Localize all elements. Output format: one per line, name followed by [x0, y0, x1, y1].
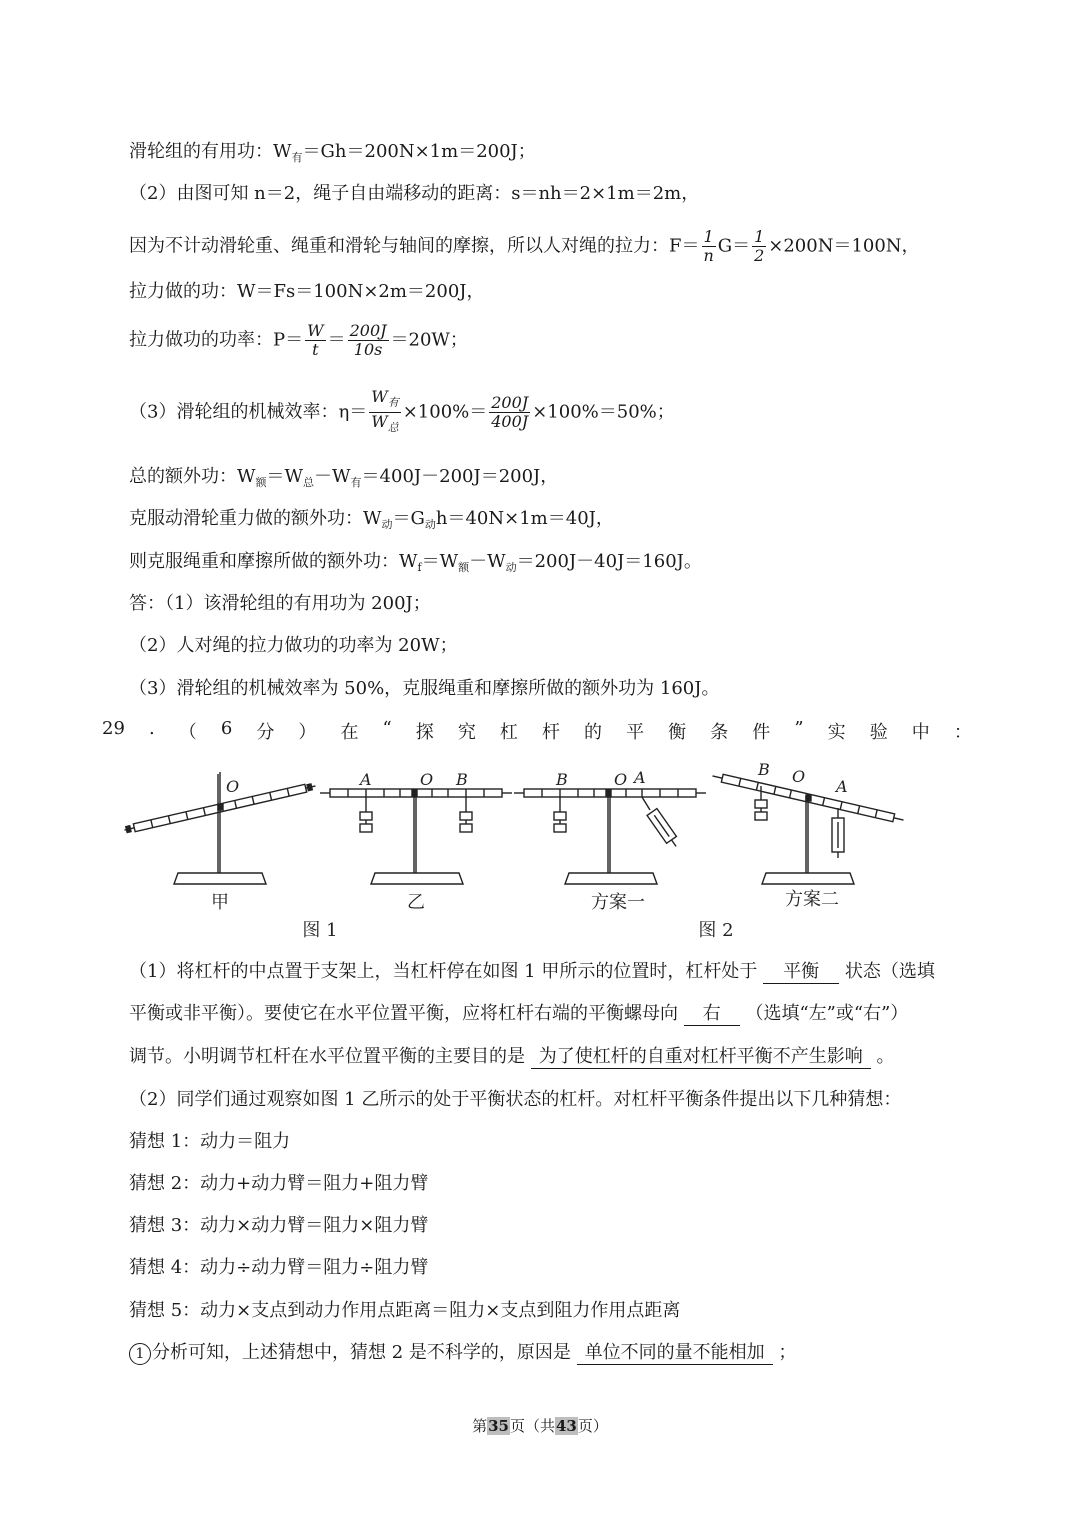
text: 平衡或非平衡）。要使它在水平位置平衡，应将杠杆右端的平衡螺母向 — [129, 1003, 678, 1024]
lever-plan-2 — [712, 772, 905, 884]
answer-1: 答：（1）该滑轮组的有用功为 200J； — [129, 593, 431, 614]
question-char: （ — [178, 722, 197, 743]
subscript: 动 — [505, 561, 517, 574]
numerator: W — [307, 321, 324, 340]
question-char: 杠 — [499, 722, 518, 743]
guess-3: 猜想 3：动力×动力臂＝阻力×阻力臂 — [129, 1215, 429, 1236]
text: ＝400J－200J＝200J， — [361, 466, 559, 487]
text: －W — [469, 551, 506, 572]
label-o-plan2: O — [792, 767, 806, 786]
text: 页） — [577, 1417, 608, 1435]
text: ＝G — [392, 508, 425, 529]
line-pull-force — [129, 228, 920, 265]
subscript: f — [417, 561, 422, 574]
part-1-line-2 — [129, 1002, 908, 1026]
text: ＝Gh＝200N×1m＝200J； — [302, 141, 536, 162]
denominator — [369, 413, 400, 437]
text: 调节。小明调节杠杆在水平位置平衡的主要目的是 — [129, 1046, 525, 1067]
question-char: ： — [953, 722, 972, 743]
label-a-plan2: A — [836, 777, 848, 796]
text: 克服动滑轮重力做的额外功：W — [129, 508, 382, 529]
question-char: 杆 — [541, 722, 560, 743]
text: 分析可知，上述猜想中，猜想 2 是不科学的，原因是 — [152, 1342, 571, 1363]
guess-2: 猜想 2：动力+动力臂＝阻力+阻力臂 — [129, 1173, 429, 1194]
question-char: 探 — [415, 722, 434, 743]
caption-plan-2: 方案二 — [785, 889, 839, 910]
part-1-line-1 — [129, 960, 935, 984]
line-efficiency — [129, 388, 675, 437]
denominator: t — [312, 340, 319, 359]
text: ＝20W； — [390, 329, 468, 351]
caption-plan-1: 方案一 — [591, 892, 645, 913]
denominator: n — [703, 246, 714, 265]
text: G＝ — [717, 235, 751, 257]
fraction — [702, 228, 716, 265]
line-friction-extra — [129, 550, 702, 580]
denominator: 10s — [353, 340, 383, 359]
label-o-yi: O — [420, 770, 434, 789]
part-2-intro: （2）同学们通过观察如图 1 乙所示的处于平衡状态的杠杆。对杠杆平衡条件提出以下几种猜想： — [129, 1089, 902, 1110]
question-char: 中 — [911, 722, 930, 743]
lever-plan-1 — [514, 789, 706, 884]
question-char: 验 — [869, 722, 888, 743]
text: ×100%＝ — [402, 401, 488, 423]
subscript: 有 — [387, 396, 399, 409]
text: W — [371, 387, 388, 406]
line-pulley-extra — [129, 507, 614, 537]
figure-1-caption: 图 1 — [302, 920, 338, 941]
lever-jia — [124, 772, 317, 884]
numerator: 1 — [703, 227, 714, 246]
text: ＝W — [421, 551, 459, 572]
guess-1: 猜想 1：动力＝阻力 — [129, 1131, 291, 1152]
subscript: 有 — [350, 476, 362, 489]
answer-blank-3: 为了使杠杆的自重对杠杆平衡不产生影响 — [531, 1046, 871, 1069]
text: 总的额外功：W — [129, 466, 256, 487]
fraction — [369, 388, 400, 437]
part-1-line-3 — [129, 1045, 894, 1069]
text: 滑轮组的有用功：W — [129, 141, 292, 162]
question-char: 29 — [102, 718, 125, 739]
answer-blank-1: 平衡 — [763, 961, 839, 984]
subscript: 额 — [255, 476, 267, 489]
question-char: “ — [382, 718, 392, 739]
lever-yi — [320, 789, 512, 884]
line-power — [129, 322, 468, 359]
label-a-yi: A — [360, 770, 372, 789]
subscript: 额 — [458, 561, 470, 574]
question-char: 的 — [584, 722, 603, 743]
question-char: 条 — [710, 722, 729, 743]
subscript: 动 — [424, 518, 436, 531]
question-char: 件 — [752, 722, 771, 743]
text: 状态（选填 — [844, 961, 935, 982]
circled-number: 1 — [129, 1343, 151, 1365]
text: 拉力做功的功率：P＝ — [129, 329, 304, 351]
question-29-header — [102, 718, 972, 744]
answer-blank-4: 单位不同的量不能相加 — [577, 1342, 773, 1365]
text: （3）滑轮组的机械效率：η＝ — [129, 401, 368, 423]
current-page: 35 — [488, 1417, 509, 1435]
text: －W — [314, 466, 351, 487]
fraction — [489, 394, 530, 431]
question-char: 6 — [220, 718, 233, 739]
label-o-plan1: O — [614, 770, 628, 789]
text: ×100%＝50%； — [532, 401, 675, 423]
subscript: 总 — [303, 476, 315, 489]
fraction — [305, 322, 325, 359]
text: ＝200J－40J＝160J。 — [516, 551, 702, 572]
question-char: 衡 — [668, 722, 687, 743]
question-char: 实 — [827, 722, 846, 743]
label-b-plan1: B — [556, 770, 568, 789]
subscript: 有 — [291, 151, 303, 164]
denominator: 400J — [491, 412, 529, 431]
denominator: 2 — [754, 246, 765, 265]
text: h＝40N×1m＝40J， — [435, 508, 614, 529]
numerator — [369, 388, 400, 413]
page-footer — [0, 1415, 1080, 1436]
question-char: ） — [298, 722, 317, 743]
fraction — [348, 322, 389, 359]
guess-4: 猜想 4：动力÷动力臂＝阻力÷阻力臂 — [129, 1257, 429, 1278]
text: ＝W — [266, 466, 304, 487]
numerator: 200J — [491, 393, 529, 412]
question-char: 分 — [256, 722, 275, 743]
line-distance: （2）由图可知 n＝2，绳子自由端移动的距离：s＝nh＝2×1m＝2m， — [129, 183, 700, 204]
fraction — [752, 228, 766, 265]
text: W — [371, 412, 388, 431]
subscript: 总 — [387, 421, 399, 434]
part-2-subquestion-1 — [129, 1341, 796, 1365]
label-b-yi: B — [456, 770, 468, 789]
question-char: 究 — [457, 722, 476, 743]
guess-5: 猜想 5：动力×支点到动力作用点距离＝阻力×支点到阻力作用点距离 — [129, 1300, 681, 1321]
line-pull-work: 拉力做的功：W＝Fs＝100N×2m＝200J， — [129, 281, 485, 302]
question-char: ” — [794, 718, 804, 739]
numerator: 200J — [349, 321, 387, 340]
caption-jia: 甲 — [211, 892, 229, 913]
label-o-jia: O — [226, 777, 240, 796]
question-char: 在 — [340, 722, 359, 743]
answer-2: （2）人对绳的拉力做功的功率为 20W； — [129, 635, 458, 656]
numerator: 1 — [754, 227, 765, 246]
answer-3: （3）滑轮组的机械效率为 50%，克服绳重和摩擦所做的额外功为 160J。 — [129, 678, 720, 699]
lever-figure — [120, 760, 920, 945]
text: ×200N＝100N， — [768, 235, 920, 257]
line-useful-work — [129, 140, 536, 170]
text: 。 — [876, 1046, 895, 1067]
text: （1）将杠杆的中点置于支架上，当杠杆停在如图 1 甲所示的位置时，杠杆处于 — [129, 961, 758, 982]
text: 则克服绳重和摩擦所做的额外功：W — [129, 551, 418, 572]
subscript: 动 — [381, 518, 393, 531]
text: （选填“左”或“右”） — [745, 1003, 909, 1024]
text: 因为不计动滑轮重、绳重和滑轮与轴间的摩擦，所以人对绳的拉力：F＝ — [129, 235, 700, 257]
text: 第 — [472, 1417, 488, 1435]
text: 页（共 — [509, 1417, 555, 1435]
line-total-extra — [129, 465, 558, 495]
text: ＝ — [327, 329, 346, 351]
question-char: 平 — [626, 722, 645, 743]
total-pages: 43 — [556, 1417, 577, 1435]
label-a-plan1: A — [634, 768, 646, 787]
figure-2-caption: 图 2 — [698, 920, 734, 941]
label-b-plan2: B — [758, 760, 770, 779]
answer-blank-2: 右 — [684, 1003, 740, 1026]
caption-yi: 乙 — [407, 892, 425, 913]
text: ； — [778, 1342, 797, 1363]
question-char: . — [148, 718, 155, 739]
